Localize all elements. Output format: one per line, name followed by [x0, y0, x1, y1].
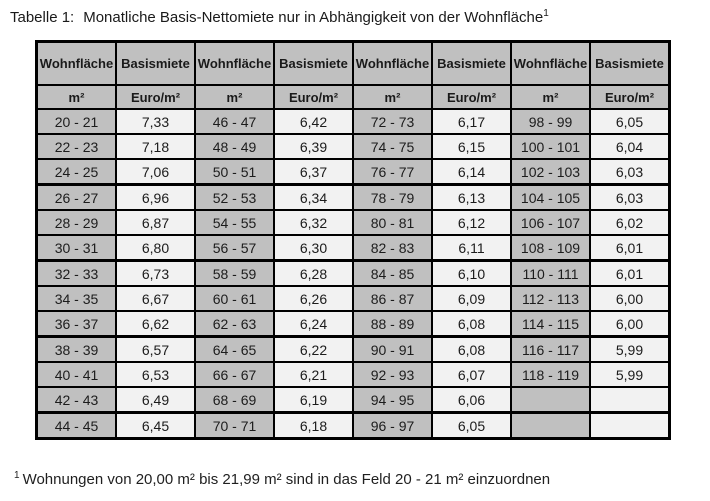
area-cell: 54 - 55 — [195, 210, 274, 235]
area-cell: 36 - 37 — [37, 311, 117, 337]
rent-cell: 6,04 — [590, 134, 670, 159]
rent-cell: 6,45 — [116, 413, 195, 439]
rent-cell: 5,99 — [590, 337, 670, 363]
table-row — [37, 109, 670, 134]
rent-cell: 6,07 — [432, 362, 511, 387]
rent-cell: 7,33 — [116, 109, 195, 134]
area-cell: 34 - 35 — [37, 286, 117, 311]
unit-euro-per-m2: Euro/m² — [432, 85, 511, 109]
rent-cell: 6,14 — [432, 159, 511, 185]
rent-cell: 6,19 — [274, 387, 353, 413]
rent-cell: 6,24 — [274, 311, 353, 337]
rent-cell: 6,05 — [590, 109, 670, 134]
rent-cell: 6,10 — [432, 261, 511, 287]
table-row — [37, 337, 670, 363]
table-row — [37, 286, 670, 311]
area-cell: 24 - 25 — [37, 159, 117, 185]
area-cell: 110 - 111 — [511, 261, 590, 287]
unit-euro-per-m2: Euro/m² — [274, 85, 353, 109]
area-cell: 82 - 83 — [353, 235, 432, 261]
rent-cell: 6,87 — [116, 210, 195, 235]
area-cell: 114 - 115 — [511, 311, 590, 337]
area-cell: 22 - 23 — [37, 134, 117, 159]
area-cell: 84 - 85 — [353, 261, 432, 287]
area-cell: 66 - 67 — [195, 362, 274, 387]
rent-cell: 6,08 — [432, 311, 511, 337]
area-cell: 48 - 49 — [195, 134, 274, 159]
table-title-text: Monatliche Basis-Nettomiete nur in Abhängigkeit von der Wohnfläche — [83, 9, 544, 26]
rent-cell: 6,73 — [116, 261, 195, 287]
area-cell: 40 - 41 — [37, 362, 117, 387]
footnote-text: Wohnungen von 20,00 m² bis 21,99 m² sind in das Feld 20 - 21 m² einzuordnen — [22, 471, 551, 488]
area-cell: 118 - 119 — [511, 362, 590, 387]
table-row — [37, 159, 670, 185]
rent-cell: 6,15 — [432, 134, 511, 159]
area-cell: 104 - 105 — [511, 185, 590, 211]
rent-cell: 6,42 — [274, 109, 353, 134]
rent-cell: 6,12 — [432, 210, 511, 235]
area-cell: 52 - 53 — [195, 185, 274, 211]
area-cell: 42 - 43 — [37, 387, 117, 413]
table-row — [37, 362, 670, 387]
area-cell: 78 - 79 — [353, 185, 432, 211]
rent-cell: 6,96 — [116, 185, 195, 211]
rent-cell: 6,08 — [432, 337, 511, 363]
table-row — [37, 261, 670, 287]
table-row — [37, 387, 670, 413]
area-cell: 108 - 109 — [511, 235, 590, 261]
unit-euro-per-m2: Euro/m² — [590, 85, 670, 109]
rent-cell: 6,62 — [116, 311, 195, 337]
rent-cell: 6,32 — [274, 210, 353, 235]
rent-cell: 6,26 — [274, 286, 353, 311]
rent-cell: 6,30 — [274, 235, 353, 261]
table-row — [37, 185, 670, 211]
area-cell: 76 - 77 — [353, 159, 432, 185]
rent-cell: 6,01 — [590, 261, 670, 287]
area-cell: 98 - 99 — [511, 109, 590, 134]
area-cell: 94 - 95 — [353, 387, 432, 413]
area-cell: 26 - 27 — [37, 185, 117, 211]
rent-cell: 6,03 — [590, 159, 670, 185]
rent-table — [35, 40, 671, 440]
rent-cell: 6,03 — [590, 185, 670, 211]
rent-cell: 6,13 — [432, 185, 511, 211]
area-cell: 116 - 117 — [511, 337, 590, 363]
rent-cell: 6,01 — [590, 235, 670, 261]
rent-cell: 6,21 — [274, 362, 353, 387]
area-cell: 30 - 31 — [37, 235, 117, 261]
table-row — [37, 413, 670, 439]
rent-cell: 7,18 — [116, 134, 195, 159]
unit-euro-per-m2: Euro/m² — [116, 85, 195, 109]
table-title — [10, 9, 549, 26]
rent-cell: 6,06 — [432, 387, 511, 413]
area-cell: 56 - 57 — [195, 235, 274, 261]
area-cell — [511, 413, 590, 439]
area-cell: 32 - 33 — [37, 261, 117, 287]
area-cell: 90 - 91 — [353, 337, 432, 363]
rent-cell: 6,28 — [274, 261, 353, 287]
area-cell: 96 - 97 — [353, 413, 432, 439]
rent-cell: 6,02 — [590, 210, 670, 235]
area-cell: 88 - 89 — [353, 311, 432, 337]
area-cell: 68 - 69 — [195, 387, 274, 413]
area-cell: 28 - 29 — [37, 210, 117, 235]
area-cell: 64 - 65 — [195, 337, 274, 363]
header-wohnflaeche: Wohnfläche — [511, 42, 590, 86]
area-cell: 92 - 93 — [353, 362, 432, 387]
table-row — [37, 42, 670, 86]
rent-cell: 6,80 — [116, 235, 195, 261]
table-title-label: Tabelle 1: — [10, 9, 75, 26]
title-footnote-marker: 1 — [543, 8, 549, 19]
table-row — [37, 134, 670, 159]
area-cell: 46 - 47 — [195, 109, 274, 134]
area-cell: 70 - 71 — [195, 413, 274, 439]
area-cell: 50 - 51 — [195, 159, 274, 185]
rent-cell: 6,49 — [116, 387, 195, 413]
area-cell: 100 - 101 — [511, 134, 590, 159]
header-wohnflaeche: Wohnfläche — [195, 42, 274, 86]
table-row — [37, 210, 670, 235]
rent-cell: 6,00 — [590, 286, 670, 311]
unit-m2: m² — [353, 85, 432, 109]
header-basismiete: Basismiete — [432, 42, 511, 86]
rent-cell: 6,67 — [116, 286, 195, 311]
rent-cell: 6,17 — [432, 109, 511, 134]
rent-cell: 6,22 — [274, 337, 353, 363]
header-basismiete: Basismiete — [274, 42, 353, 86]
header-basismiete: Basismiete — [590, 42, 670, 86]
area-cell — [511, 387, 590, 413]
footnote-marker: 1 — [14, 470, 20, 481]
unit-m2: m² — [37, 85, 117, 109]
table-row — [37, 235, 670, 261]
area-cell: 44 - 45 — [37, 413, 117, 439]
rent-cell: 6,11 — [432, 235, 511, 261]
rent-cell: 6,53 — [116, 362, 195, 387]
area-cell: 112 - 113 — [511, 286, 590, 311]
area-cell: 62 - 63 — [195, 311, 274, 337]
header-wohnflaeche: Wohnfläche — [37, 42, 117, 86]
rent-cell: 5,99 — [590, 362, 670, 387]
area-cell: 60 - 61 — [195, 286, 274, 311]
rent-cell: 6,34 — [274, 185, 353, 211]
rent-cell: 6,09 — [432, 286, 511, 311]
area-cell: 38 - 39 — [37, 337, 117, 363]
header-wohnflaeche: Wohnfläche — [353, 42, 432, 86]
header-basismiete: Basismiete — [116, 42, 195, 86]
unit-m2: m² — [195, 85, 274, 109]
area-cell: 86 - 87 — [353, 286, 432, 311]
rent-table-head — [37, 42, 670, 110]
rent-cell — [590, 387, 670, 413]
area-cell: 106 - 107 — [511, 210, 590, 235]
rent-table-body — [37, 109, 670, 439]
rent-cell: 6,37 — [274, 159, 353, 185]
table-row — [37, 85, 670, 109]
area-cell: 74 - 75 — [353, 134, 432, 159]
rent-cell — [590, 413, 670, 439]
area-cell: 20 - 21 — [37, 109, 117, 134]
rent-cell: 6,00 — [590, 311, 670, 337]
rent-cell: 6,39 — [274, 134, 353, 159]
rent-cell: 6,05 — [432, 413, 511, 439]
area-cell: 80 - 81 — [353, 210, 432, 235]
footnote — [14, 471, 550, 488]
area-cell: 72 - 73 — [353, 109, 432, 134]
rent-cell: 7,06 — [116, 159, 195, 185]
area-cell: 102 - 103 — [511, 159, 590, 185]
area-cell: 58 - 59 — [195, 261, 274, 287]
rent-cell: 6,57 — [116, 337, 195, 363]
unit-m2: m² — [511, 85, 590, 109]
rent-cell: 6,18 — [274, 413, 353, 439]
table-row — [37, 311, 670, 337]
